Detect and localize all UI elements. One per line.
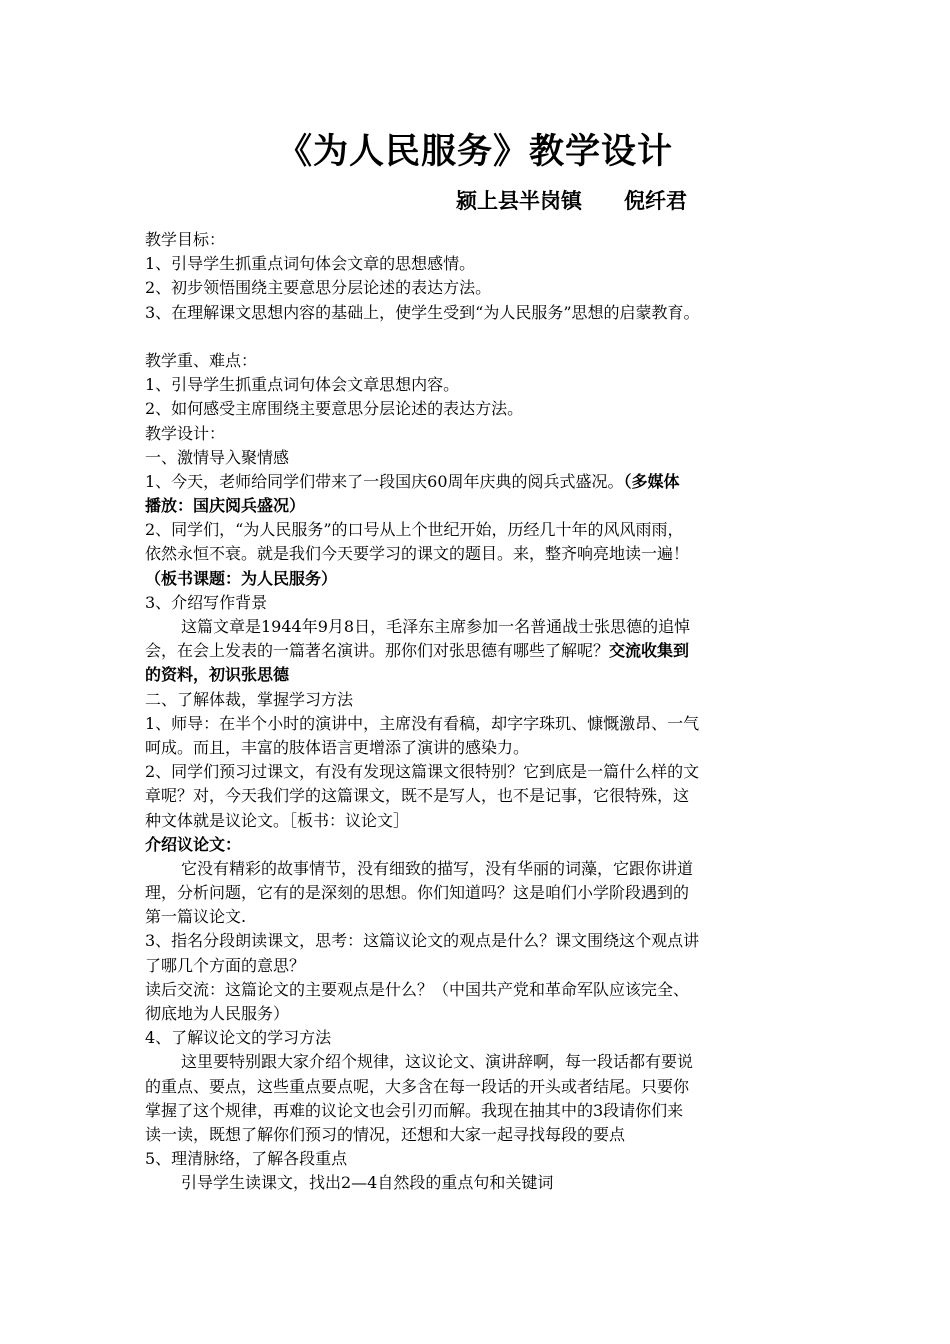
design-heading: 教学设计： [145, 423, 226, 443]
goals-heading: 教学目标： [145, 230, 226, 249]
paragraph-line: 种文体就是议论文。［板书：议论文］ [145, 810, 410, 830]
part-one-heading: 一、激情导入聚情感 [145, 447, 290, 467]
paragraph-line: 这篇文章是1944年9月8日，毛泽东主席参加一名普通战士张思德的追悼 [181, 617, 691, 636]
bold-note: 播放：国庆阅兵盛况） [145, 496, 306, 516]
bold-note: 交流收集到 [609, 641, 690, 661]
paragraph-line: 读一读，既想了解你们预习的情况，还想和大家一起寻找每段的要点 [145, 1124, 626, 1144]
bold-note: （多媒体 [623, 471, 680, 491]
paragraph-line: 引导学生读课文，找出2—4自然段的重点句和关键词 [181, 1173, 554, 1193]
part-two-item-3: 3、指名分段朗读课文，思考：这篇议论文的观点是什么？课文围绕这个观点讲 [145, 931, 700, 951]
paragraph-text: 会，在会上发表的一篇著名演讲。那你们对张思德有哪些了解呢？ [145, 641, 610, 661]
paragraph-text: 1、今天，老师给同学们带来了一段国庆60周年庆典的阅兵式盛况。 [145, 471, 624, 491]
intro-heading: 介绍议论文： [145, 834, 242, 854]
part-two-item-4: 4、了解议论文的学习方法 [145, 1028, 332, 1048]
paragraph-line: 理，分析问题，它有的是深刻的思想。你们知道吗？这是咱们小学阶段遇到的 [145, 883, 690, 903]
part-two-item-2: 2、同学们预习过课文，有没有发现这篇课文很特别？它到底是一篇什么样的文 [145, 762, 700, 782]
part-one-item-2: 2、同学们，“为人民服务”的口号从上个世纪开始，历经几十年的风风雨雨， [145, 520, 684, 540]
part-two-heading: 二、了解体裁，掌握学习方法 [145, 689, 354, 709]
document-title: 《为人民服务》教学设计 [276, 132, 673, 172]
paragraph-line: 章呢？对，今天我们学的这篇课文，既不是写人，也不是记事，它很特殊，这 [145, 786, 690, 806]
key-point-item: 1、引导学生抓重点词句体会文章思想内容。 [145, 375, 460, 395]
goal-item: 1、引导学生抓重点词句体会文章的思想感情。 [145, 254, 476, 274]
part-two-item-1: 1、师导：在半个小时的演讲中，主席没有看稿，却字字珠玑、慷慨激昂、一气 [145, 713, 700, 733]
paragraph-line: 第一篇议论文. [145, 907, 247, 927]
paragraph-line: 的重点、要点，这些重点要点呢，大多含在每一段话的开头或者结尾。只要你 [145, 1076, 690, 1096]
author-byline: 颍上县半岗镇 倪纤君 [456, 189, 687, 213]
paragraph-line: 了哪几个方面的意思？ [145, 955, 306, 975]
discussion-line: 读后交流：这篇论文的主要观点是什么？（中国共产党和革命军队应该完全、 [145, 979, 690, 999]
paragraph-line: 掌握了这个规律，再难的议论文也会引刃而解。我现在抽其中的3段请你们来 [145, 1100, 684, 1120]
bold-note: （板书课题：为人民服务） [145, 568, 338, 588]
blank-line [145, 325, 825, 349]
key-points-heading: 教学重、难点： [145, 350, 258, 370]
goal-item: 3、在理解课文思想内容的基础上，使学生受到“为人民服务”思想的启蒙教育。 [145, 302, 700, 322]
part-two-item-5: 5、理清脉络，了解各段重点 [145, 1149, 348, 1169]
paragraph-line: 依然永恒不衰。就是我们今天要学习的课文的题目。来，整齐响亮地读一遍！ [145, 544, 690, 564]
paragraph-line: 彻底地为人民服务） [145, 1004, 290, 1023]
key-point-item: 2、如何感受主席围绕主要意思分层论述的表达方法。 [145, 399, 524, 419]
paragraph-line: 它没有精彩的故事情节，没有细致的描写，没有华丽的词藻，它跟你讲道 [181, 858, 694, 878]
paragraph-line: 这里要特别跟大家介绍个规律，这议论文、演讲辞啊，每一段话都有要说 [181, 1052, 694, 1072]
part-one-item-1 [145, 470, 825, 494]
bold-note: 的资料，初识张思德 [145, 665, 290, 685]
paragraph-line [145, 639, 825, 663]
paragraph-line: 呵成。而且，丰富的肢体语言更增添了演讲的感染力。 [145, 737, 530, 757]
document-body [145, 228, 825, 1196]
goal-item: 2、初步领悟围绕主要意思分层论述的表达方法。 [145, 278, 492, 298]
part-one-item-3: 3、介绍写作背景 [145, 592, 268, 612]
